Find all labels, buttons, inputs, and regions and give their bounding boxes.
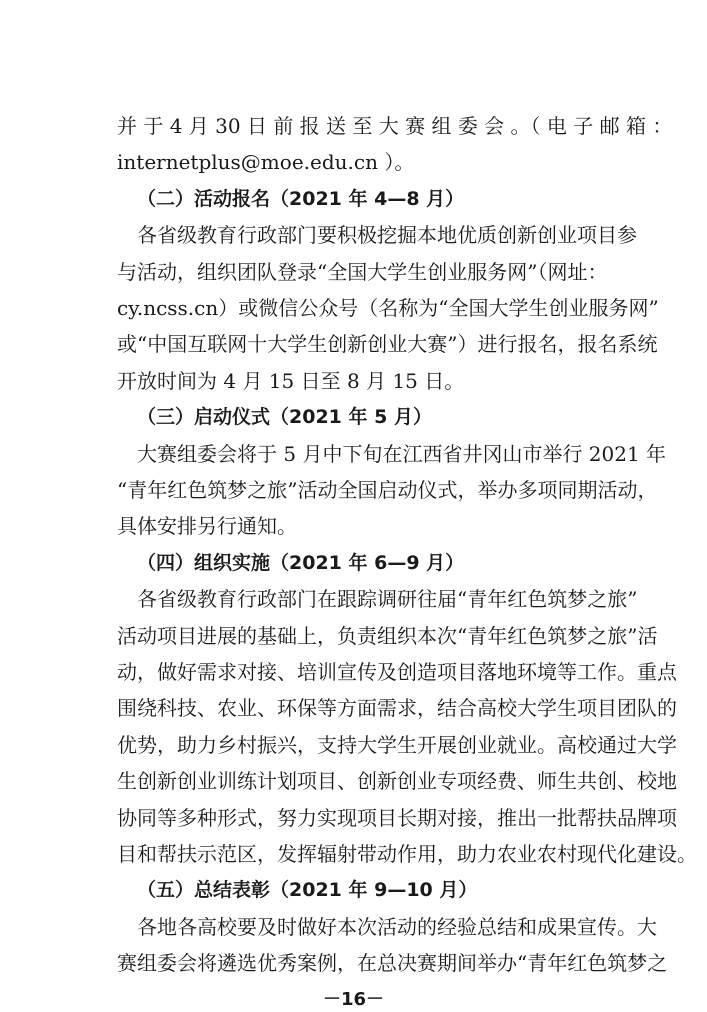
body-line: 生创新创业训练计划项目、创新创业专项经费、师生共创、校地 <box>117 769 677 794</box>
body-line: 各省级教育行政部门在跟踪调研往届“青年红色筑梦之旅” <box>137 587 638 612</box>
body-line: “青年红色筑梦之旅”活动全国启动仪式，举办多项同期活动， <box>117 478 658 502</box>
section-heading: （三）启动仪式（2021 年 5 月） <box>137 406 432 429</box>
body-line: 各地各高校要及时做好本次活动的经验总结和成果宣传。大 <box>137 914 657 939</box>
body-line: 协同等多种形式，努力实现项目长期对接，推出一批帮扶品牌项 <box>117 805 677 830</box>
body-line: 目和帮扶示范区，发挥辐射带动作用，助力农业农村现代化建设。 <box>117 842 697 866</box>
body-line: 赛组委会将遴选优秀案例，在总决赛期间举办“青年红色筑梦之 <box>117 951 668 976</box>
body-line: 与活动，组织团队登录“全国大学生创业服务网”（网址： <box>117 259 608 284</box>
body-line: 各省级教育行政部门要积极挖掘本地优质创新创业项目参 <box>137 223 637 248</box>
body-line: 或“中国互联网十大学生创新创业大赛”）进行报名，报名系统 <box>117 332 658 357</box>
body-line: 活动项目进展的基础上，负责组织本次“青年红色筑梦之旅”活 <box>117 623 658 648</box>
body-line: 具体安排另行通知。 <box>117 514 297 539</box>
body-line: cy.ncss.cn）或微信公众号（名称为“全国大学生创业服务网” <box>117 296 659 320</box>
body-line: 大赛组委会将于 5 月中下旬在江西省井冈山市举行 2021 年 <box>137 441 667 466</box>
page-number: －16－ <box>322 988 385 1010</box>
body-line: internetplus@moe.edu.cn ）。 <box>117 150 415 175</box>
body-line: 动，做好需求对接、培训宣传及创造项目落地环境等工作。重点 <box>117 660 677 684</box>
body-line: 开放时间为 4 月 15 日至 8 月 15 日。 <box>117 368 465 393</box>
section-heading: （五）总结表彰（2021 年 9—10 月） <box>137 879 478 902</box>
body-line: 优势，助力乡村振兴，支持大学生开展创业就业。高校通过大学 <box>117 732 677 757</box>
body-line: 围绕科技、农业、环保等方面需求，结合高校大学生项目团队的 <box>117 696 677 721</box>
body-line: 并 于 4 月 30 日 前 报 送 至 大 赛 组 委 会 。（ 电 子 邮 箱 ： <box>117 114 673 138</box>
section-heading: （二）活动报名（2021 年 4—8 月） <box>137 187 465 210</box>
section-heading: （四）组织实施（2021 年 6—9 月） <box>137 551 465 574</box>
